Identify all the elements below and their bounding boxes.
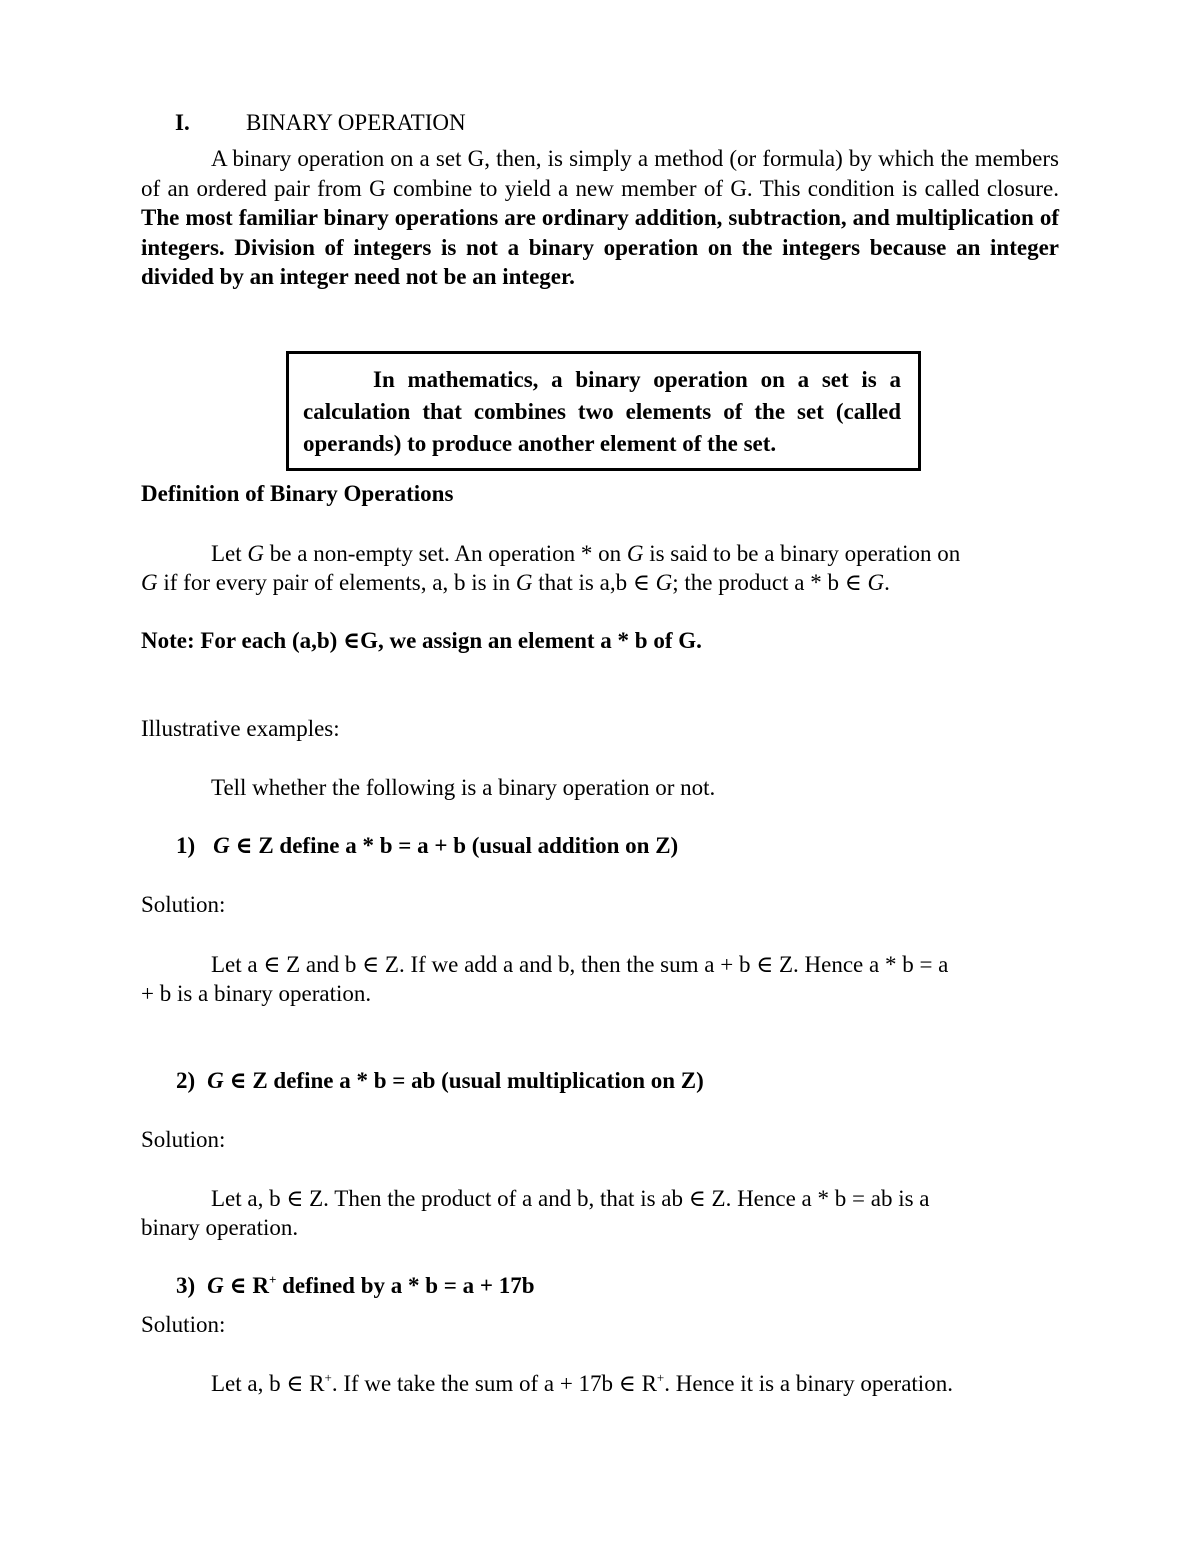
text-segment: that is a,b ∈ xyxy=(532,570,656,595)
italic-g: G xyxy=(626,541,644,566)
text-segment: is said to be a binary operation on xyxy=(643,541,961,566)
example-1-prompt xyxy=(176,834,678,857)
example-number: 3) xyxy=(176,1273,196,1298)
text-segment: . xyxy=(884,570,890,595)
italic-g: G xyxy=(867,570,885,595)
section-title: BINARY OPERATION xyxy=(246,110,466,135)
italic-g: G xyxy=(141,570,158,595)
example-statement: defined by a * b = a + 17b xyxy=(276,1273,535,1298)
definition-callout-box xyxy=(286,351,921,471)
examples-heading: Illustrative examples: xyxy=(141,716,340,741)
superscript-plus: + xyxy=(324,1370,332,1385)
intro-paragraph xyxy=(141,144,1059,292)
example-2-solution-line-1: Let a, b ∈ Z. Then the product of a and b, that is ab ∈ Z. Hence a * b = ab is a xyxy=(211,1186,930,1211)
definition-line-2 xyxy=(141,571,890,594)
text-segment: Let a, b ∈ R xyxy=(211,1371,325,1396)
example-number: 2) xyxy=(176,1068,196,1093)
example-1-solution-line-2: + b is a binary operation. xyxy=(141,981,372,1006)
example-3-solution-label: Solution: xyxy=(141,1312,226,1337)
text-segment: ; the product a * b ∈ xyxy=(672,570,868,595)
text-segment: . If we take the sum of a + 17b ∈ R xyxy=(331,1371,657,1396)
example-1-solution-line-1: Let a ∈ Z and b ∈ Z. If we add a and b, then the sum a + b ∈ Z. Hence a * b = a xyxy=(211,952,949,977)
italic-g: G xyxy=(515,570,533,595)
examples-instruction: Tell whether the following is a binary operation or not. xyxy=(211,775,716,800)
example-number: 1) xyxy=(176,833,196,858)
text-segment: be a non-empty set. An operation * on xyxy=(264,541,627,566)
example-2-solution-label: Solution: xyxy=(141,1127,226,1152)
example-statement: ∈ Z define a * b = a + b (usual addition on Z) xyxy=(229,833,679,858)
intro-bold-text: The most familiar binary operations are ordinary addition, subtraction, and multiplication of integers. Division of integers is not a binary operation on the integers because an integer divided by an integer need not be an integer. xyxy=(141,205,1059,289)
italic-g: G xyxy=(655,570,673,595)
example-3-solution-line xyxy=(211,1372,953,1395)
callout-text: In mathematics, a binary operation on a set is a calculation that combines two elements of the set (called operands) to produce another element of the set. xyxy=(303,367,901,456)
text-segment: if for every pair of elements, a, b is in xyxy=(157,570,516,595)
text-segment: . Hence it is a binary operation. xyxy=(664,1371,953,1396)
superscript-plus: + xyxy=(268,1272,277,1287)
definition-line-1 xyxy=(211,542,960,565)
example-3-prompt xyxy=(176,1274,535,1297)
example-1-solution-label: Solution: xyxy=(141,892,226,917)
italic-g: G xyxy=(247,541,265,566)
section-number: I. xyxy=(175,110,190,135)
italic-g: G xyxy=(207,1068,224,1093)
italic-g: G xyxy=(207,1273,224,1298)
example-2-prompt xyxy=(176,1069,704,1092)
definition-heading: Definition of Binary Operations xyxy=(141,481,454,506)
superscript-plus: + xyxy=(656,1370,665,1385)
note-text: Note: For each (a,b) ∈G, we assign an element a * b of G. xyxy=(141,628,702,653)
example-statement: ∈ R xyxy=(223,1273,269,1298)
intro-plain-text: A binary operation on a set G, then, is simply a method (or formula) by which the members of an ordered pair from G combine to yield a new member of G. This condition is called closure. xyxy=(141,146,1059,201)
text-segment: Let xyxy=(211,541,248,566)
example-2-solution-line-2: binary operation. xyxy=(141,1215,299,1240)
italic-g: G xyxy=(213,833,230,858)
example-statement: ∈ Z define a * b = ab (usual multiplication on Z) xyxy=(223,1068,704,1093)
